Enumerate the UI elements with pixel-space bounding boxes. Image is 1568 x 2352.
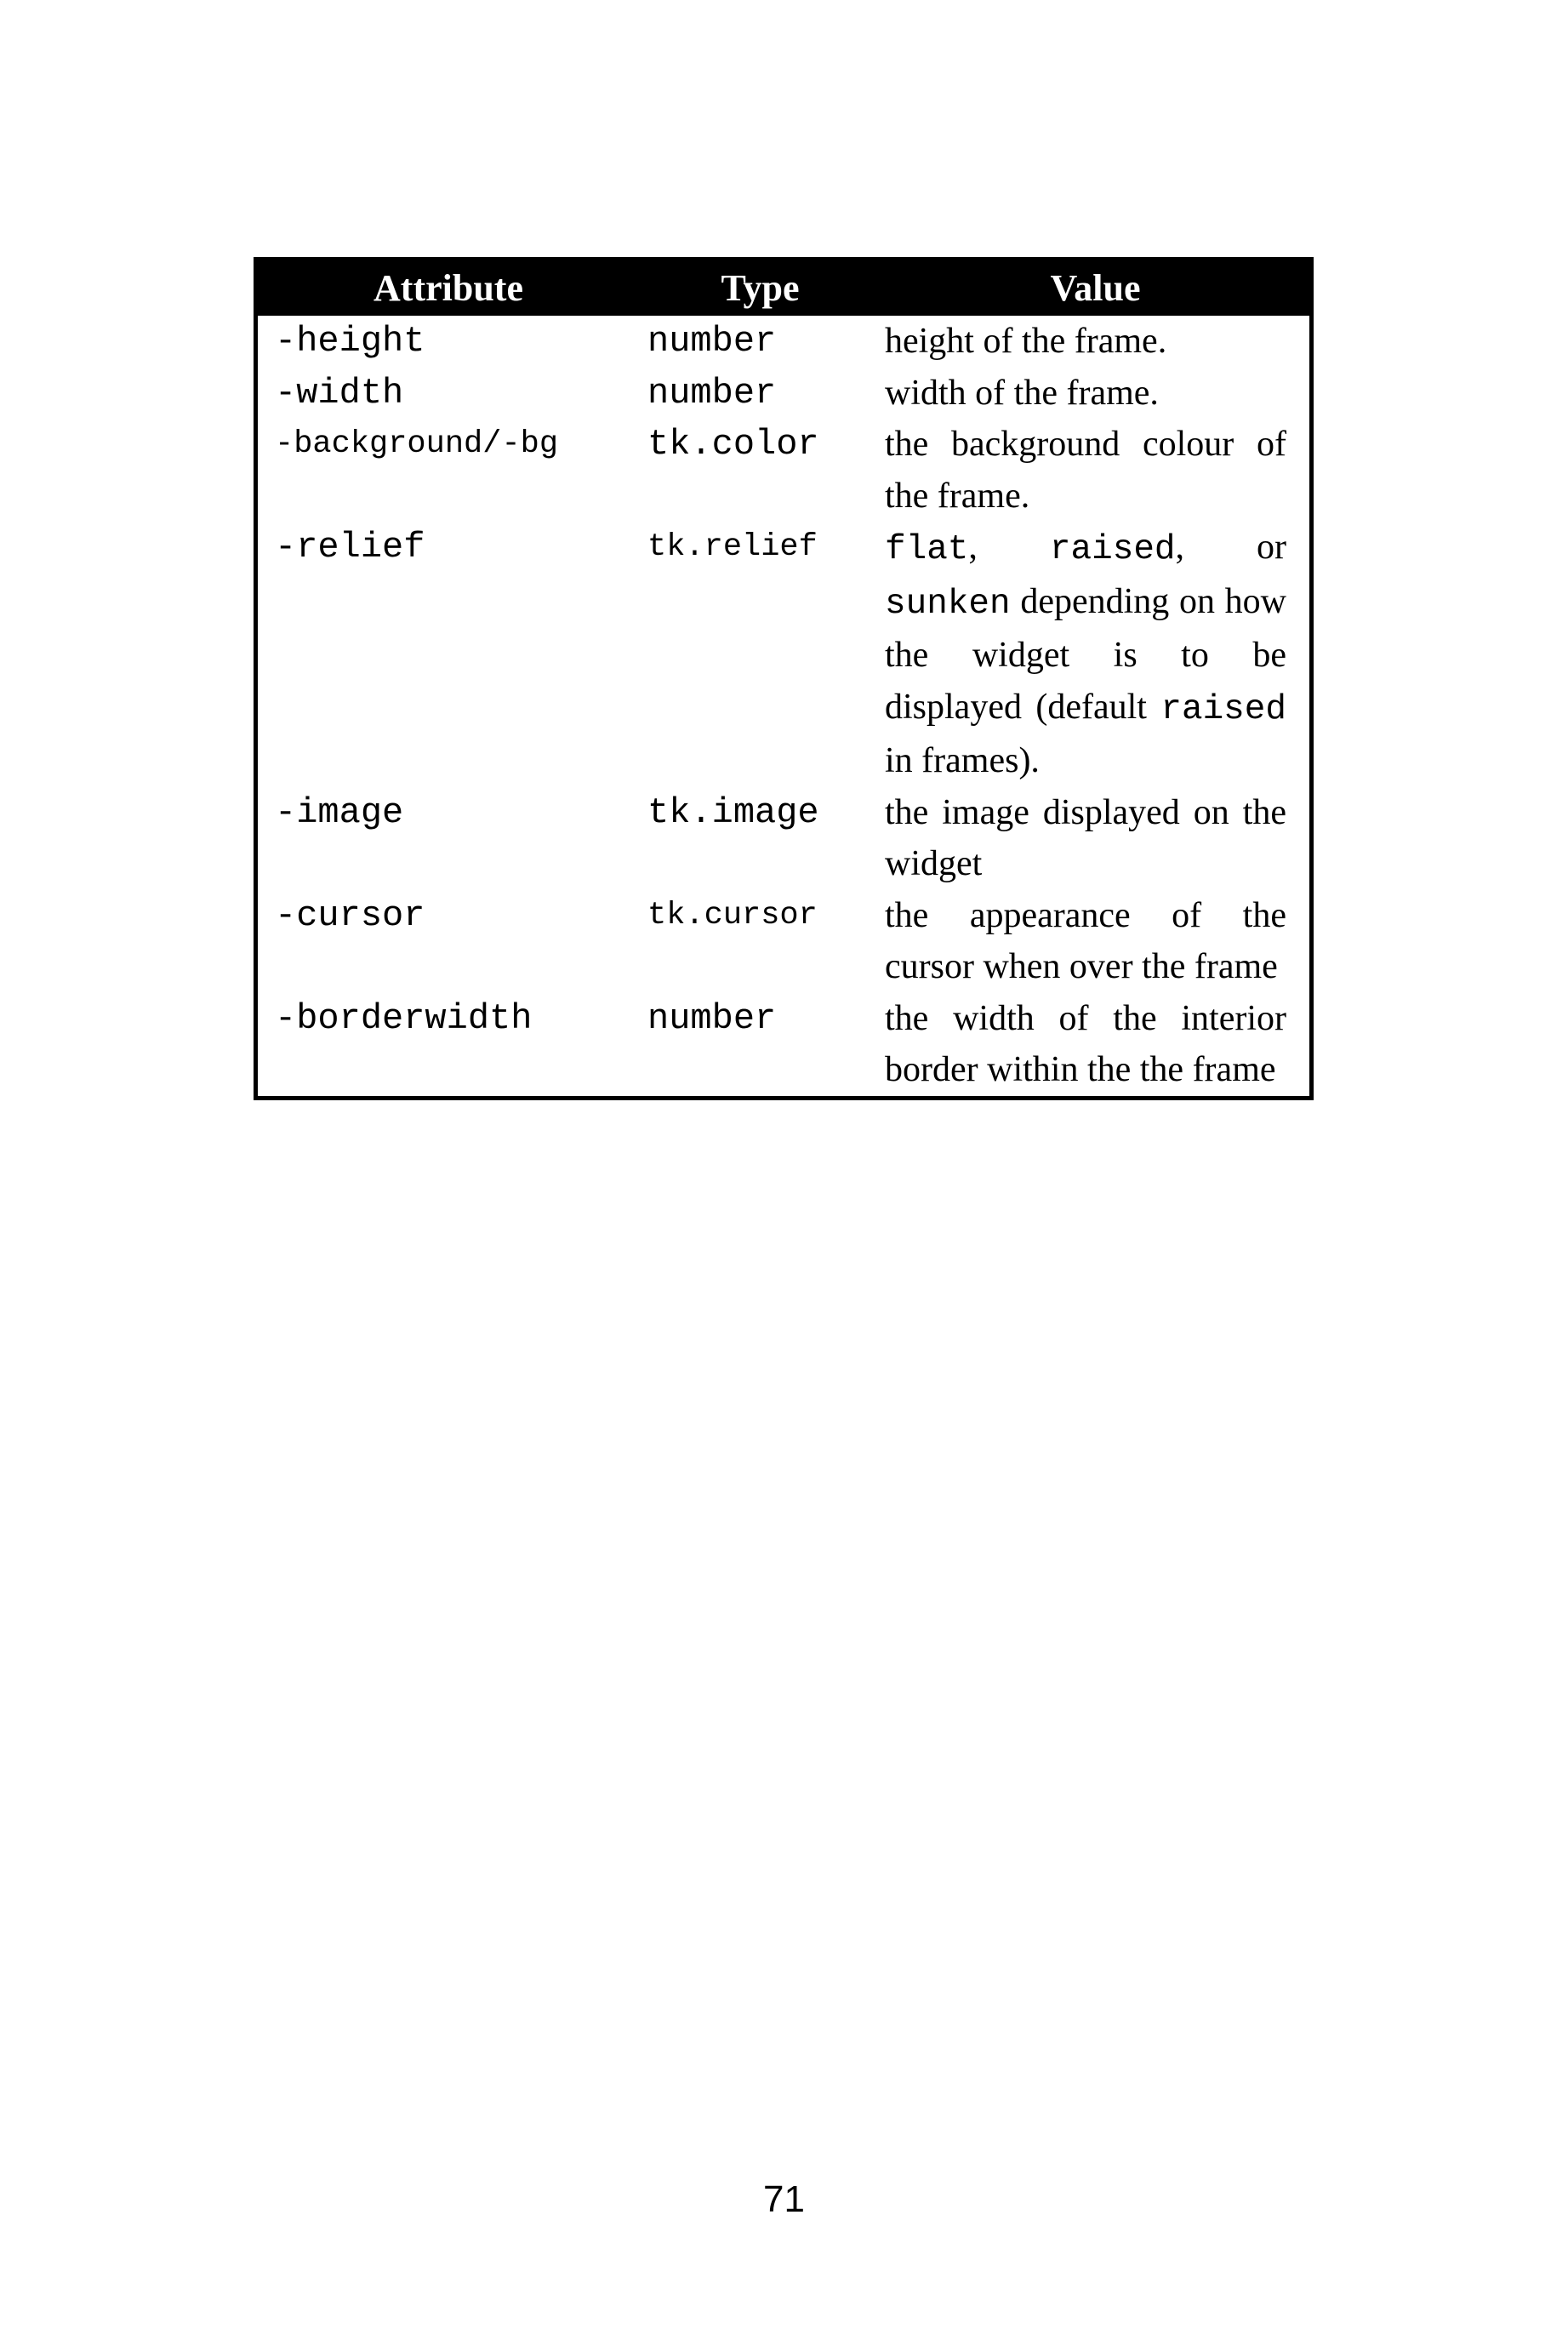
attribute-cell: -borderwidth xyxy=(275,997,533,1039)
type-cell: tk.relief xyxy=(647,529,818,565)
attribute-table xyxy=(254,257,1314,1100)
table-row xyxy=(258,522,1309,787)
attribute-cell: -relief xyxy=(275,527,425,568)
value-cell: width of the frame. xyxy=(885,373,1159,413)
attribute-cell: -height xyxy=(275,321,425,362)
attribute-cell: -cursor xyxy=(275,894,425,936)
table-row xyxy=(258,419,1309,522)
type-cell: tk.image xyxy=(647,791,819,833)
header-type: Type xyxy=(721,267,800,309)
value-cell: the image displayed on the widget xyxy=(885,792,1286,883)
value-text: , xyxy=(968,528,1050,567)
value-cell: height of the frame. xyxy=(885,322,1167,361)
attribute-cell: -width xyxy=(275,372,404,414)
value-cell: the appearance of the cursor when over the frame xyxy=(885,895,1286,986)
table-header-row xyxy=(258,261,1309,316)
table-row xyxy=(258,993,1309,1096)
type-cell: number xyxy=(647,997,777,1039)
type-cell: number xyxy=(647,372,777,414)
code-flat: flat xyxy=(885,530,969,569)
table-row xyxy=(258,316,1309,368)
table-row xyxy=(258,368,1309,420)
type-cell: number xyxy=(647,321,777,362)
value-cell: the background colour of the frame. xyxy=(885,425,1286,516)
page-number: 71 xyxy=(763,2178,805,2220)
code-raised-default: raised xyxy=(1160,689,1286,729)
header-attribute: Attribute xyxy=(373,267,523,309)
value-text: , or xyxy=(1175,528,1286,567)
attribute-cell: -background/-bg xyxy=(275,426,559,462)
value-cell xyxy=(875,522,1305,787)
value-text: depending on how the widget is to be displayed (default xyxy=(885,581,1286,727)
table-row xyxy=(258,787,1309,890)
code-sunken: sunken xyxy=(885,584,1011,624)
code-raised: raised xyxy=(1049,530,1176,569)
type-cell: tk.color xyxy=(647,424,819,465)
value-cell: the width of the interior border within the the frame xyxy=(885,998,1286,1089)
header-value: Value xyxy=(1050,267,1141,309)
type-cell: tk.cursor xyxy=(647,897,818,933)
value-text: in frames). xyxy=(885,741,1040,780)
attribute-cell: -image xyxy=(275,791,404,833)
table-row xyxy=(258,890,1309,993)
